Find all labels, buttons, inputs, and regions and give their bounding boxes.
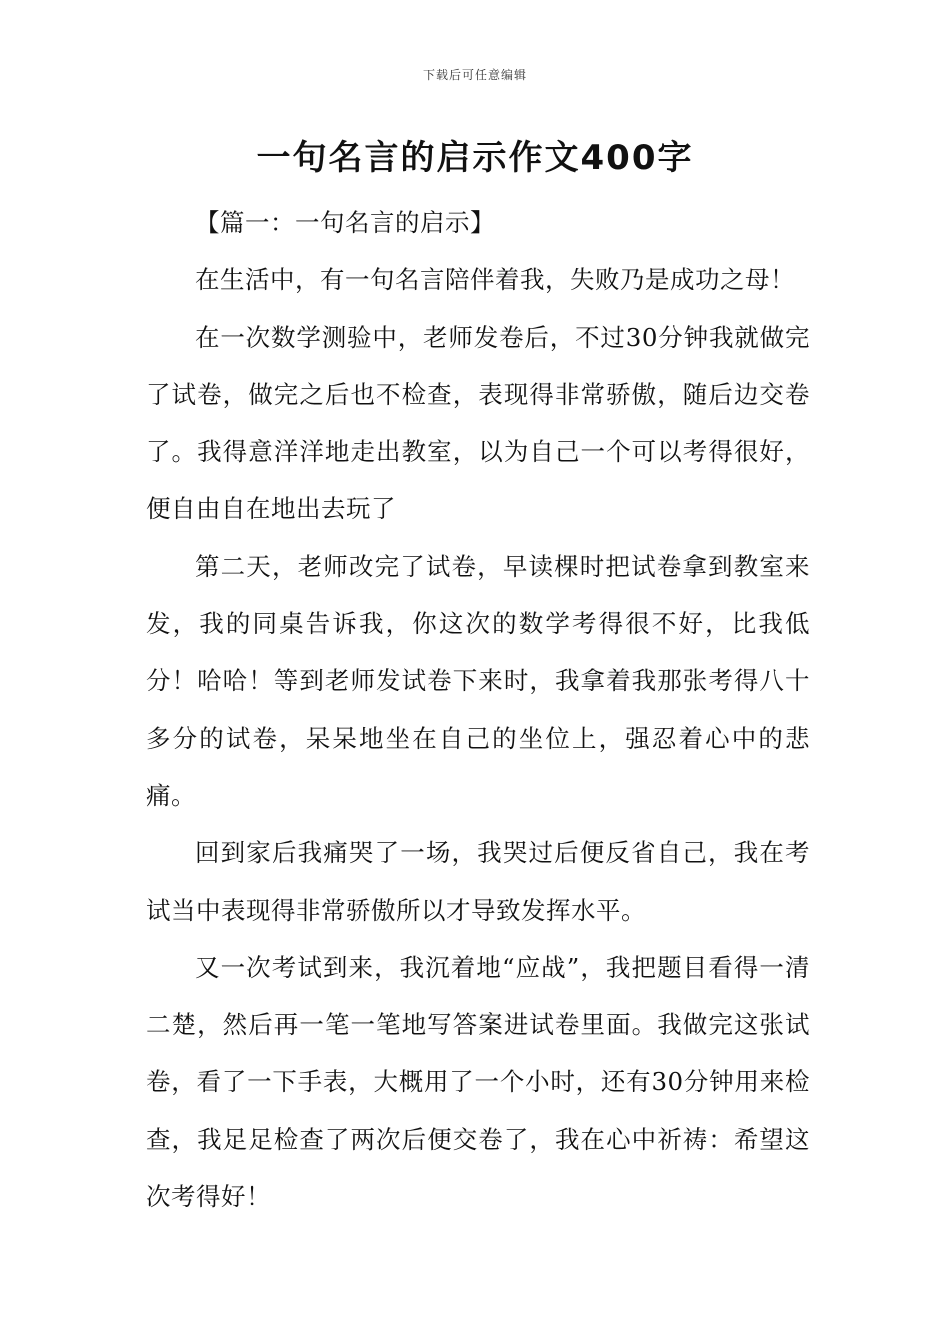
paragraph: 在一次数学测验中，老师发卷后，不过30分钟我就做完了试卷，做完之后也不检查，表现得非常骄傲，随后边交卷了。我得意洋洋地走出教室，以为自己一个可以考得很好，便自由自在地出去玩了 (146, 322, 810, 524)
paragraph: 在生活中，有一句名言陪伴着我，失败乃是成功之母！ (195, 265, 795, 295)
document-body (146, 194, 810, 1225)
header-note: 下载后可任意编辑 (422, 68, 527, 82)
paragraph: 又一次考试到来，我沉着地“应战”，我把题目看得一清二楚，然后再一笔一笔地写答案进试卷里面。我做完这张试卷，看了一下手表，大概用了一个小时，还有30分钟用来检查，我足足检查了两次后便交卷了，我在心中祈祷：希望这次考得好！ (146, 952, 810, 1212)
paragraph: 第二天，老师改完了试卷，早读棵时把试卷拿到教室来发，我的同桌告诉我，你这次的数学考得很不好，比我低分！哈哈！等到老师发试卷下来时，我拿着我那张考得八十多分的试卷，呆呆地坐在自己的坐位上，强忍着心中的悲痛。 (146, 551, 810, 810)
document-title: 一句名言的启示作文400字 (256, 138, 694, 178)
section-heading: 【篇一：一句名言的启示】 (195, 208, 495, 237)
paragraph: 回到家后我痛哭了一场，我哭过后便反省自己，我在考试当中表现得非常骄傲所以才导致发挥水平。 (146, 838, 810, 925)
